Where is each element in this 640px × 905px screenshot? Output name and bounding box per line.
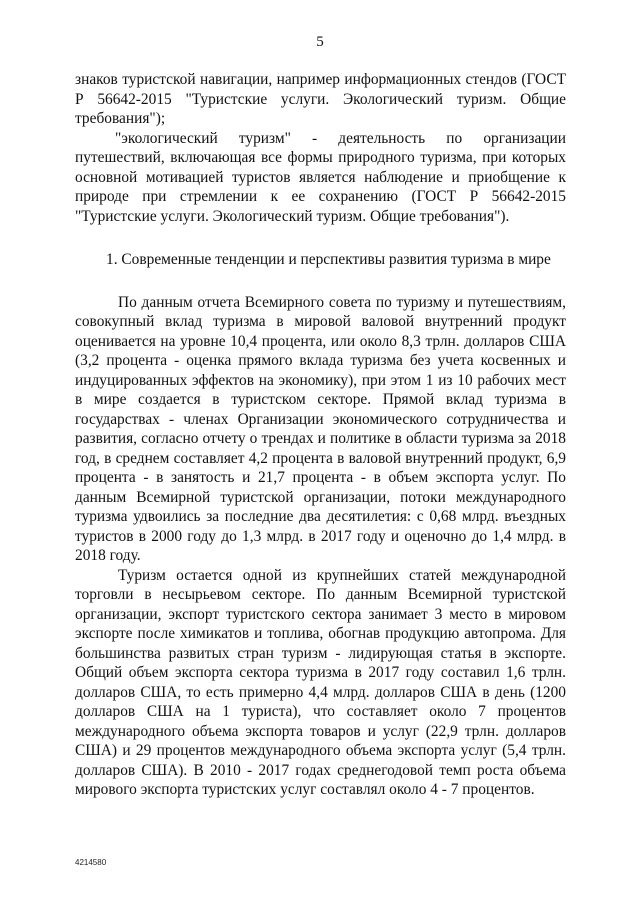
document-body xyxy=(75,70,566,800)
paragraph-tourism-trade: Туризм остается одной из крупнейших статей международной торговли в несырьевом секторе. По данным Всемирной туристской организации, экспорт туристского сектора занимает 3 место в мировом экспорте после химикатов и топлива, обогнав продукцию автопрома. Для большинства развитых стран туризм - лидирующая статья в экспорте. Общий объем экспорта сектора туризма в 2017 году составил 1,6 трлн. долларов США, то есть примерно 4,4 млрд. долларов США в день (1200 долларов США на 1 туриста), что составляет около 7 процентов международного объема экспорта товаров и услуг (22,9 трлн. долларов США) и 29 процентов международного объема экспорта услуг (5,4 трлн. долларов США). В 2010 - 2017 годах среднегодовой темп роста объема мирового экспорта туристских услуг составлял около 4 - 7 процентов. xyxy=(75,566,566,798)
document-id: 4214580 xyxy=(75,858,107,867)
section-heading: 1. Современные тенденции и перспективы развития туризма в мире xyxy=(106,251,551,268)
paragraph-eco-tourism-definition: "экологический туризм" - деятельность по организации путешествий, включающая все формы природного туризма, при которых основной мотивацией туристов является наблюдение и приобщение к природе при стремлении к ее сохранению (ГОСТ Р 56642-2015 "Туристские услуги. Экологический туризм. Общие требования"). xyxy=(75,129,566,225)
paragraph-continuation: знаков туристской навигации, например информационных стендов (ГОСТ Р 56642-2015 "Туристские услуги. Экологический туризм. Общие требования"); xyxy=(75,71,566,127)
paragraph-tourism-gdp-share: По данным отчета Всемирного совета по туризму и путешествиям, совокупный вклад туризма в мировой валовой внутренний продукт оценивается на уровне 10,4 процента, или около 8,3 трлн. долларов США (3,2 процента - оценка прямого вклада туризма без учета косвенных и индуцированных эффектов на экономику), при этом 1 из 10 рабочих мест в мире создается в туристском секторе. Прямой вклад туризма в государствах - членах Организации экономического сотрудничества и развития, согласно отчету о трендах и политике в области туризма за 2018 год, в среднем составляет 4,2 процента в валовой внутренний продукт, 6,9 процента - в занятость и 21,7 процента - в объем экспорта услуг. По данным Всемирной туристской организации, потоки международного туризма удвоились за последние два десятилетия: с 0,68 млрд. въездных туристов в 2000 году до 1,3 млрд. в 2017 году и оценочно до 1,4 млрд. в 2018 году. xyxy=(75,293,566,564)
page-number: 5 xyxy=(316,34,324,50)
